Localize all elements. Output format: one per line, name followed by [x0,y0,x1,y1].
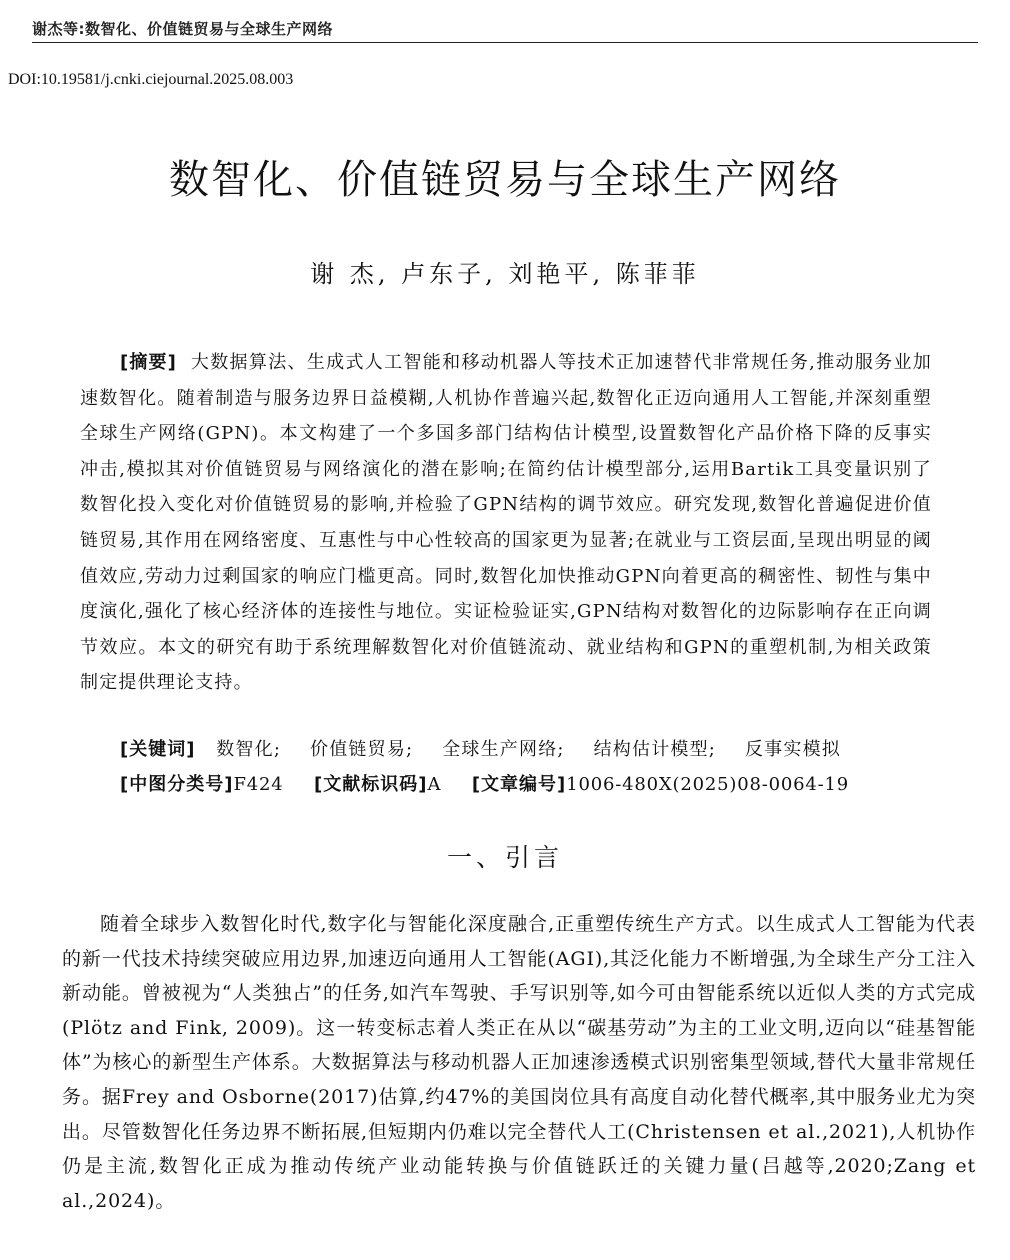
intro-paragraph: 随着全球步入数智化时代,数字化与智能化深度融合,正重塑传统生产方式。以生成式人工智能为代表的新一代技术持续突破应用边界,加速迈向通用人工智能(AGI),其泛化能力不断增强,为全球生产分工注入新动能。曾被视为“人类独占”的任务,如汽车驾驶、手写识别等,如今可由智能系统以近似人类的方式完成(Plötz and Fink, 2009)。这一转变标志着人类正在从以“碳基劳动”为主的工业文明,迈向以“硅基智能体”为核心的新型生产体系。大数据算法与移动机器人正加速渗透模式识别密集型领域,替代大量非常规任务。据Frey and Osborne(2017)估算,约47%的美国岗位具有高度自动化替代概率,其中服务业尤为突出。尽管数智化任务边界不断拓展,但短期内仍难以完全替代人工(Christensen et al.,2021),人机协作仍是主流,数智化正成为推动传统产业动能转换与价值链跃迁的关键力量(吕越等,2020;Zang et al.,2024)。 [62,913,976,1212]
keyword-item: 价值链贸易; [310,739,414,760]
section-heading: 一、引言 [446,843,563,872]
clc-label: [中图分类号] [120,774,234,795]
abstract-text: 大数据算法、生成式人工智能和移动机器人等技术正加速替代非常规任务,推动服务业加速数智化。随着制造与服务边界日益模糊,人机协作普遍兴起,数智化正迈向通用人工智能,并深刻重塑全球生产网络(GPN)。本文构建了一个多国多部门结构估计模型,设置数智化产品价格下降的反事实冲击,模拟其对价值链贸易与网络演化的潜在影响;在简约估计模型部分,运用Bartik工具变量识别了数智化投入变化对价值链贸易的影响,并检验了GPN结构的调节效应。研究发现,数智化普遍促进价值链贸易,其作用在网络密度、互惠性与中心性较高的国家更为显著;在就业与工资层面,呈现出明显的阈值效应,劳动力过剩国家的响应门槛更高。同时,数智化加快推动GPN向着更高的稠密性、韧性与集中度演化,强化了核心经济体的连接性与地位。实证检验证实,GPN结构对数智化的边际影响存在正向调节效应。本文的研究有助于系统理解数智化对价值链流动、就业结构和GPN的重塑机制,为相关政策制定提供理论支持。 [80,352,933,694]
author-list: 谢 杰, 卢东子, 刘艳平, 陈菲菲 [310,260,700,288]
paper-title: 数智化、价值链贸易与全球生产网络 [169,157,841,203]
abstract-block [80,345,932,701]
keyword-item: 反事实模拟 [744,739,841,760]
article-no-value: 1006-480X(2025)08-0064-19 [566,774,849,795]
running-header: 谢杰等:数智化、价值链贸易与全球生产网络 [32,18,978,43]
doi-line[interactable]: DOI:10.19581/j.cnki.ciejournal.2025.08.003 [8,71,294,88]
article-no-label: [文章编号] [471,774,567,795]
classification-line [120,767,932,802]
keywords-label: [关键词] [120,739,196,760]
clc-value: F424 [233,774,284,795]
doc-code-label: [文献标识码] [314,774,428,795]
doc-code-value: A [427,774,442,795]
keyword-item: 数智化; [216,739,282,760]
keywords-line [120,732,932,767]
keyword-item: 结构估计模型; [593,739,717,760]
keyword-item: 全球生产网络; [442,739,565,760]
abstract-label: [摘要] [120,352,177,373]
